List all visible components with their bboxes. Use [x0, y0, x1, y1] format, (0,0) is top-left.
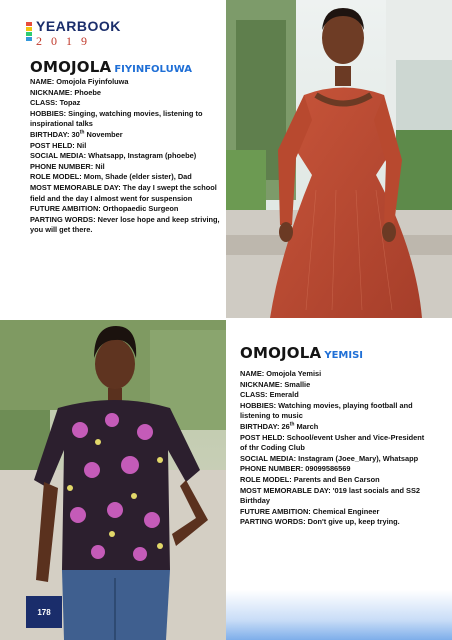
- bio-line: FUTURE AMBITION: Chemical Engineer: [240, 506, 380, 516]
- bio-line: PHONE NUMBER: Nil: [30, 161, 105, 171]
- bio-line: CLASS: Topaz: [30, 98, 81, 108]
- bio-line: BIRTHDAY: 30th November: [30, 129, 123, 139]
- bio-line: Birthday: [240, 496, 270, 506]
- logo-color-bars-icon: [26, 22, 32, 44]
- student1-surname: OMOJOLA: [30, 58, 112, 76]
- bio-line: ROLE MODEL: Parents and Ben Carson: [240, 474, 380, 484]
- student1-given-name: FIYINFOLUWA: [114, 64, 193, 75]
- student2-given-name: YEMISI: [324, 350, 364, 361]
- bio-line: ROLE MODEL: Mom, Shade (elder sister), Dad: [30, 172, 192, 182]
- bio-line: MOST MEMORABLE DAY: '019 last socials and SS2: [240, 485, 421, 495]
- bio-line: BIRTHDAY: 26th March: [240, 421, 319, 431]
- bio-line: FUTURE AMBITION: Orthopaedic Surgeon: [30, 204, 179, 214]
- bio-line: listening to music: [240, 411, 303, 421]
- student2-surname: OMOJOLA: [240, 344, 322, 362]
- bio-line: field and the day I almost went for suspension: [30, 193, 193, 203]
- bio-line: PARTING WORDS: Don't give up, keep trying.: [240, 517, 400, 527]
- logo-word: YEARBOOK: [36, 18, 121, 34]
- bio-line: POST HELD: School/event Usher and Vice-President: [240, 432, 425, 442]
- bio-line: SOCIAL MEDIA: Whatsapp, Instagram (phoebe): [30, 151, 197, 161]
- bio-line: PARTING WORDS: Never lose hope and keep striving,: [30, 214, 220, 224]
- decorative-gradient-bottom: [226, 590, 452, 640]
- bio-line: NAME: Omojola Fiyinfoluwa: [30, 77, 129, 86]
- bio-line: CLASS: Emerald: [240, 390, 299, 400]
- bio-line: PHONE NUMBER: 09099586569: [240, 464, 351, 474]
- bio-line: HOBBIES: Singing, watching movies, listening to: [30, 108, 203, 118]
- bio-line: MOST MEMORABLE DAY: The day I swept the school: [30, 182, 217, 192]
- logo-year: 2019: [36, 34, 96, 48]
- student2-bio: [240, 369, 440, 528]
- bio-line: inspirational talks: [30, 119, 93, 129]
- bio-line: NICKNAME: Smallie: [240, 379, 311, 389]
- yearbook-logo: [26, 18, 146, 48]
- student1-bio: [30, 77, 230, 236]
- bio-line: HOBBIES: Watching movies, playing football and: [240, 400, 413, 410]
- student2-photo: [0, 320, 226, 640]
- bio-line: POST HELD: Nil: [30, 140, 87, 150]
- bio-line: SOCIAL MEDIA: Instagram (Joee_Mary), Whatsapp: [240, 453, 419, 463]
- page-number: 178: [26, 596, 62, 628]
- student1-photo: [226, 0, 452, 318]
- student1-heading: [30, 58, 192, 77]
- bio-line: you will get there.: [30, 225, 93, 235]
- bio-line: NAME: Omojola Yemisi: [240, 369, 322, 378]
- student2-heading: [240, 344, 363, 363]
- bio-line: NICKNAME: Phoebe: [30, 87, 102, 97]
- bio-line: of thr Coding Club: [240, 443, 305, 453]
